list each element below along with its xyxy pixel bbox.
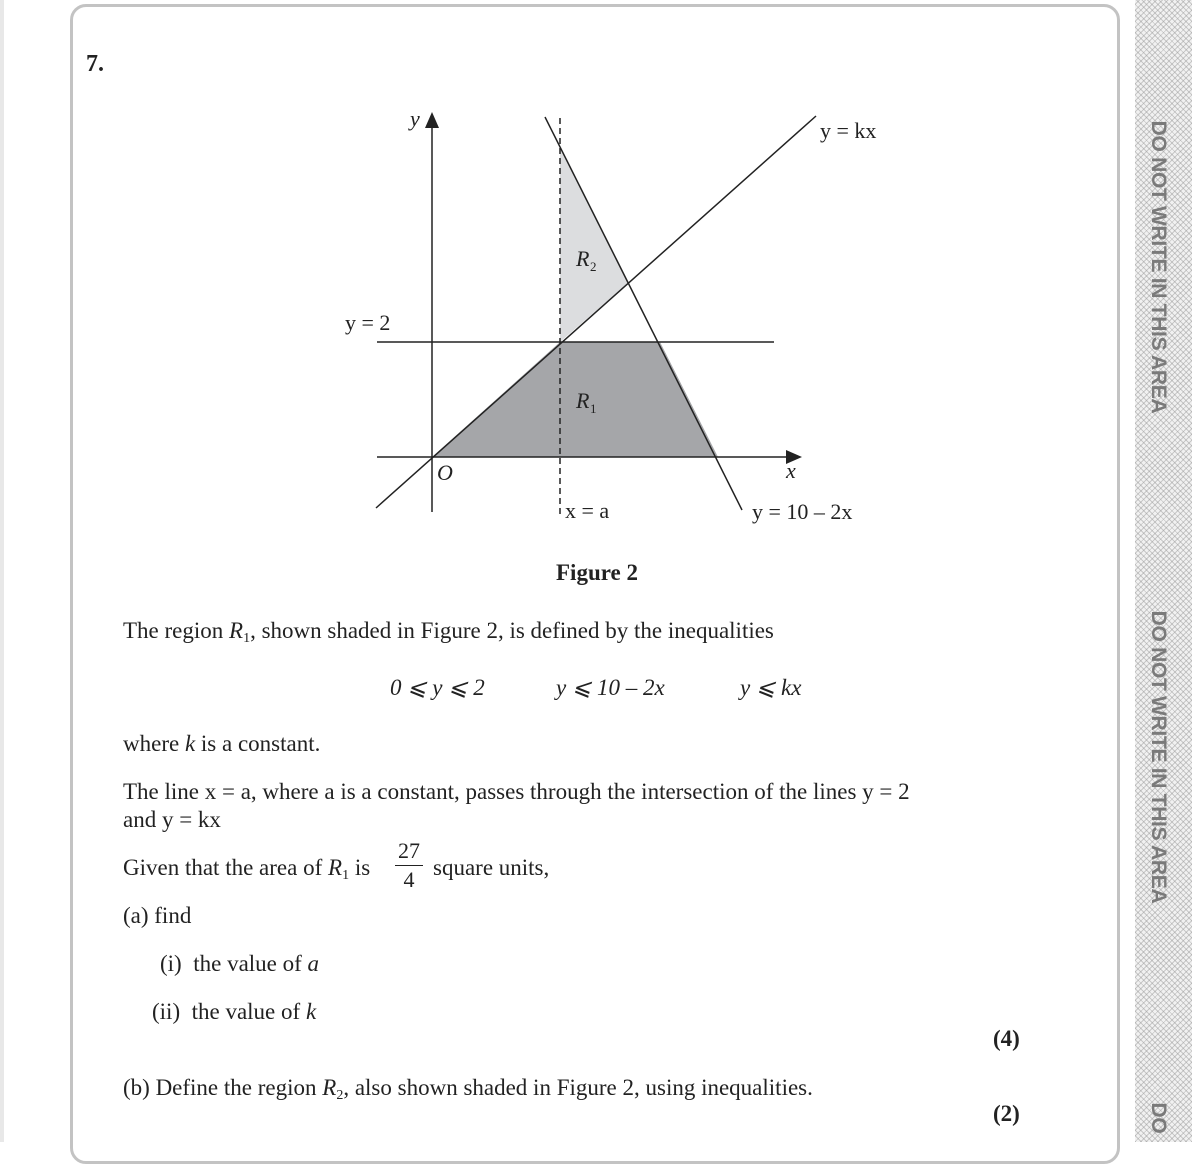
intro-region-r: R <box>229 618 244 643</box>
region-r1-shade <box>432 342 718 457</box>
intro-text-post: , shown shaded in Figure 2, is defined by the inequalities <box>250 618 774 643</box>
fraction-bar <box>395 865 423 866</box>
region-r2-shade <box>560 147 628 342</box>
part-b-region-sub: 2 <box>336 1088 344 1103</box>
area-fraction <box>395 838 423 893</box>
part-a-ii <box>152 998 316 1026</box>
figure-caption: Figure 2 <box>556 560 638 585</box>
question-number: 7. <box>86 51 104 77</box>
part-b-text-pre: (b) Define the region <box>123 1075 323 1100</box>
line-x-a-sentence-2: and y = kx <box>123 807 221 832</box>
part-b-text-post: , also shown shaded in Figure 2, using inequalities. <box>343 1075 813 1100</box>
inequality-2: y ⩽ 10 – 2x <box>556 675 665 700</box>
part-b-marks: (2) <box>993 1101 1020 1126</box>
given-is: is <box>349 855 371 880</box>
y-axis-label: y <box>410 106 420 131</box>
where-k: k <box>184 731 196 756</box>
fraction-denominator: 4 <box>403 867 415 892</box>
label-y-equals-2: y = 2 <box>345 310 391 335</box>
label-y-equals-kx: y = kx <box>820 118 877 143</box>
intro-paragraph <box>123 617 774 645</box>
inequality-1: 0 ⩽ y ⩽ 2 <box>390 675 485 700</box>
given-text-pre: Given that the area of <box>123 855 328 880</box>
part-a-i <box>160 950 319 978</box>
part-a-ii-label: (ii) <box>152 999 181 1024</box>
figure-2-graph <box>0 0 1192 560</box>
where-text-pre: where <box>123 731 185 756</box>
given-region-r: R <box>328 855 343 880</box>
y-axis-arrow <box>425 112 439 128</box>
square-units-text: square units, <box>433 855 550 880</box>
x-axis-label: x <box>786 458 796 483</box>
part-b-region-r: R <box>322 1075 337 1100</box>
side-notice-1: DO NOT WRITE IN THIS AREA <box>1147 120 1170 414</box>
side-notice-3: DO <box>1147 1102 1170 1134</box>
given-area-text <box>123 854 370 882</box>
region-r1-label: R <box>576 388 590 413</box>
intro-region-sub: 1 <box>243 631 251 646</box>
part-b-text <box>123 1074 813 1102</box>
part-a-i-var: a <box>307 951 320 976</box>
given-region-sub: 1 <box>342 868 350 883</box>
region-r1-subscript: 1 <box>590 401 597 416</box>
part-a-i-label: (i) <box>160 951 182 976</box>
part-a-label: (a) find <box>123 903 192 928</box>
origin-label: O <box>437 460 453 485</box>
part-a-ii-text: the value of <box>191 999 306 1024</box>
intro-text-pre: The region <box>123 618 230 643</box>
part-a-ii-var: k <box>305 999 317 1024</box>
where-k-constant <box>123 730 320 758</box>
region-r2-label: R <box>576 246 590 271</box>
region-r2-subscript: 2 <box>590 259 597 274</box>
inequality-3: y ⩽ kx <box>740 675 802 700</box>
side-notice-2: DO NOT WRITE IN THIS AREA <box>1147 610 1170 904</box>
label-x-equals-a: x = a <box>565 498 610 523</box>
line-x-a-sentence-1: The line x = a, where a is a constant, passes through the intersection of the lines y = 2 <box>123 779 910 804</box>
where-text-post: is a constant. <box>195 731 321 756</box>
fraction-numerator: 27 <box>398 838 420 863</box>
part-a-i-text: the value of <box>193 951 308 976</box>
label-y-equals-10-minus-2x: y = 10 – 2x <box>752 499 853 524</box>
part-a-marks: (4) <box>993 1026 1020 1051</box>
